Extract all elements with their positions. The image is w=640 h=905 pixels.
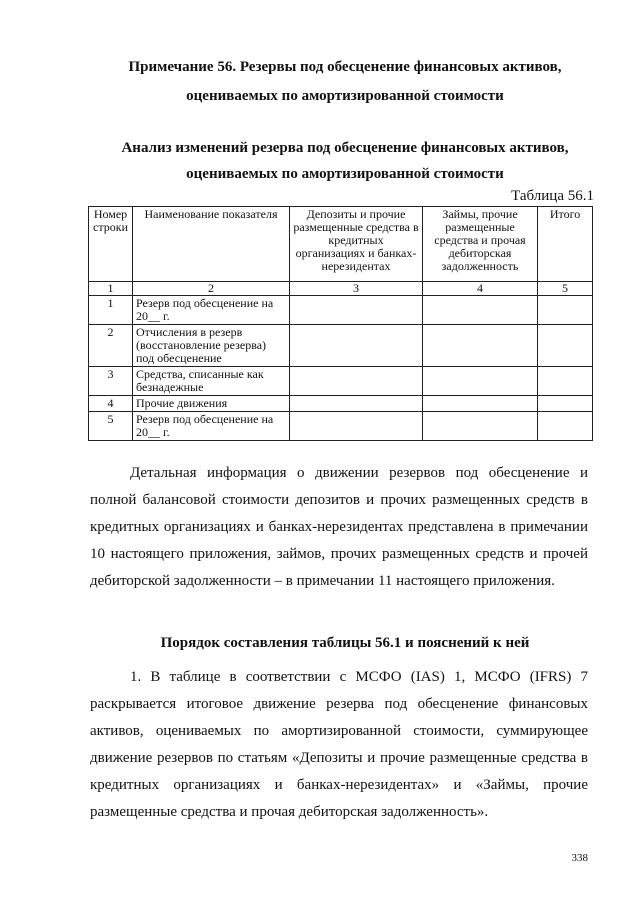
header-total: Итого [538,207,593,282]
row-number: 1 [89,296,133,325]
table-row [89,325,593,367]
table-caption: Таблица 56.1 [511,188,594,204]
cell-empty [538,367,593,396]
table-row [89,296,593,325]
column-number: 3 [290,282,423,296]
page-number: 338 [571,852,588,864]
note-title-line1: Примечание 56. Резервы под обесценение финансовых активов, [128,59,562,75]
header-deposits: Депозиты и прочие размещенные средства в кредитных организациях и банках-нерезидентах [290,207,423,282]
cell-empty [290,396,423,412]
row-name: Прочие движения [133,396,290,412]
cell-empty [538,296,593,325]
table-row [89,396,593,412]
cell-empty [538,396,593,412]
header-row-number: Номер строки [89,207,133,282]
cell-empty [423,325,538,367]
cell-empty [290,367,423,396]
column-number-row [89,282,593,296]
procedure-paragraph: 1. В таблице в соответствии с МСФО (IAS) 1, МСФО (IFRS) 7 раскрывается итоговое движение резерва под обесценение финансовых активов, оцениваемых по амортизированной стоимости, суммирующее движение резервов по статьям «Депозиты и прочие размещенные средства в кредитных организациях и банках-нерезидентах» и «Займы, прочие размещенные средства и прочая дебиторская задолженность». [90,669,588,820]
reserve-table [88,206,593,441]
table-row [89,367,593,396]
row-name: Средства, списанные как безнадежные [133,367,290,396]
analysis-title-line2: оцениваемых по амортизированной стоимости [186,166,504,182]
header-loans: Займы, прочие размещенные средства и прочая дебиторская задолженность [423,207,538,282]
row-number: 3 [89,367,133,396]
header-indicator-name: Наименование показателя [133,207,290,282]
cell-empty [538,325,593,367]
cell-empty [423,296,538,325]
cell-empty [290,296,423,325]
row-number: 5 [89,412,133,441]
cell-empty [290,412,423,441]
column-number: 4 [423,282,538,296]
procedure-subheading: Порядок составления таблицы 56.1 и пояснений к ней [160,635,530,651]
row-name: Резерв под обесценение на 20__ г. [133,412,290,441]
row-number: 2 [89,325,133,367]
column-number: 1 [89,282,133,296]
cell-empty [290,325,423,367]
column-number: 2 [133,282,290,296]
cell-empty [423,412,538,441]
cell-empty [423,396,538,412]
row-number: 4 [89,396,133,412]
table-header-row [89,207,593,282]
analysis-title-line1: Анализ изменений резерва под обесценение финансовых активов, [121,140,569,156]
row-name: Отчисления в резерв (восстановление резерва) под обесценение [133,325,290,367]
cell-empty [423,367,538,396]
row-name: Резерв под обесценение на 20__ г. [133,296,290,325]
table-row [89,412,593,441]
cell-empty [538,412,593,441]
detail-paragraph: Детальная информация о движении резервов под обесценение и полной балансовой стоимости депозитов и прочих размещенных средств в кредитных организациях и банках-нерезидентах представлена в примечании 10 настоящего приложения, займов, прочих размещенных средств и прочей дебиторской задолженности – в примечании 11 настоящего приложения. [90,465,588,589]
column-number: 5 [538,282,593,296]
note-title-line2: оцениваемых по амортизированной стоимости [186,88,504,104]
